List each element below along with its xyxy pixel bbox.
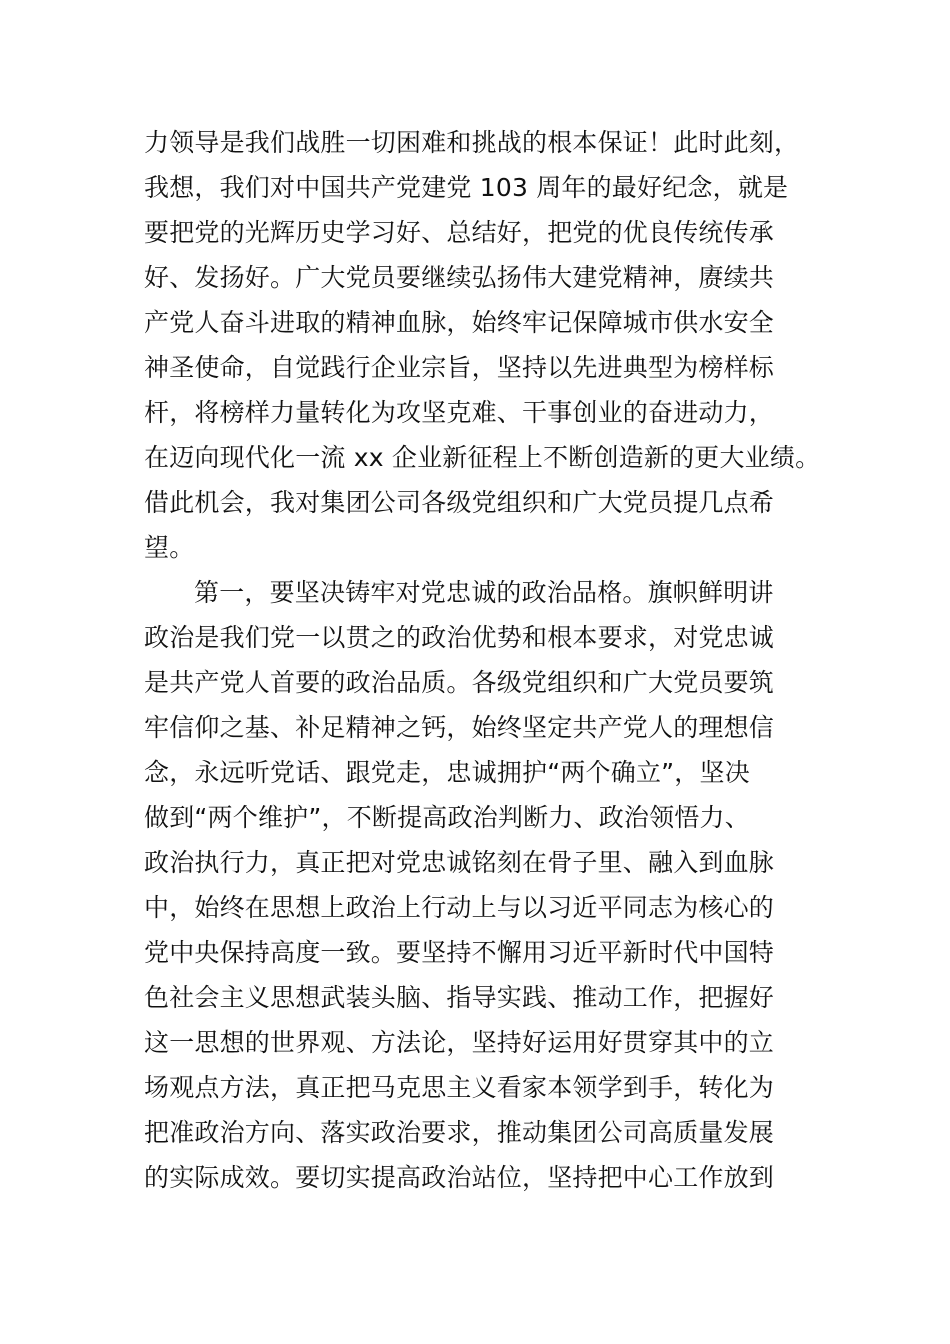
text-line: 牢信仰之基、补足精神之钙，始终坚定共产党人的理想信 bbox=[144, 713, 775, 742]
text-line: 把准政治方向、落实政治要求，推动集团公司高质量发展 bbox=[144, 1118, 775, 1147]
text-line: 要把党的光辉历史学习好、总结好，把党的优良传统传承 bbox=[144, 218, 775, 247]
text-line: 色社会主义思想武装头脑、指导实践、推动工作，把握好 bbox=[144, 983, 775, 1012]
text-line: 借此机会，我对集团公司各级党组织和广大党员提几点希 bbox=[144, 488, 775, 517]
text-line: 的实际成效。要切实提高政治站位，坚持把中心工作放到 bbox=[144, 1163, 775, 1192]
text-line: 政治执行力，真正把对党忠诚铭刻在骨子里、融入到血脉 bbox=[144, 848, 775, 877]
text-line: 望。 bbox=[144, 533, 195, 562]
text-line: 我想，我们对中国共产党建党 103 周年的最好纪念，就是 bbox=[144, 173, 789, 202]
text-line: 政治是我们党一以贯之的政治优势和根本要求，对党忠诚 bbox=[144, 623, 775, 652]
text-line: 在迈向现代化一流 xx 企业新征程上不断创造新的更大业绩。 bbox=[144, 443, 821, 472]
text-line: 中，始终在思想上政治上行动上与以习近平同志为核心的 bbox=[144, 893, 775, 922]
text-line: 好、发扬好。广大党员要继续弘扬伟大建党精神，赓续共 bbox=[144, 263, 775, 292]
text-line: 场观点方法，真正把马克思主义看家本领学到手，转化为 bbox=[144, 1073, 775, 1102]
text-line: 念，永远听党话、跟党走，忠诚拥护“两个确立”，坚决 bbox=[144, 758, 750, 787]
paragraph-first-line: 第一，要坚决铸牢对党忠诚的政治品格。旗帜鲜明讲 bbox=[194, 578, 774, 607]
text-line: 神圣使命，自觉践行企业宗旨，坚持以先进典型为榜样标 bbox=[144, 353, 775, 382]
text-line: 是共产党人首要的政治品质。各级党组织和广大党员要筑 bbox=[144, 668, 775, 697]
text-line: 党中央保持高度一致。要坚持不懈用习近平新时代中国特 bbox=[144, 938, 775, 967]
text-line: 做到“两个维护”，不断提高政治判断力、政治领悟力、 bbox=[144, 803, 750, 832]
text-line: 杆，将榜样力量转化为攻坚克难、干事创业的奋进动力， bbox=[144, 398, 775, 427]
text-line: 这一思想的世界观、方法论，坚持好运用好贯穿其中的立 bbox=[144, 1028, 775, 1057]
text-line: 产党人奋斗进取的精神血脉，始终牢记保障城市供水安全 bbox=[144, 308, 775, 337]
text-line: 力领导是我们战胜一切困难和挑战的根本保证！此时此刻， bbox=[144, 128, 800, 157]
